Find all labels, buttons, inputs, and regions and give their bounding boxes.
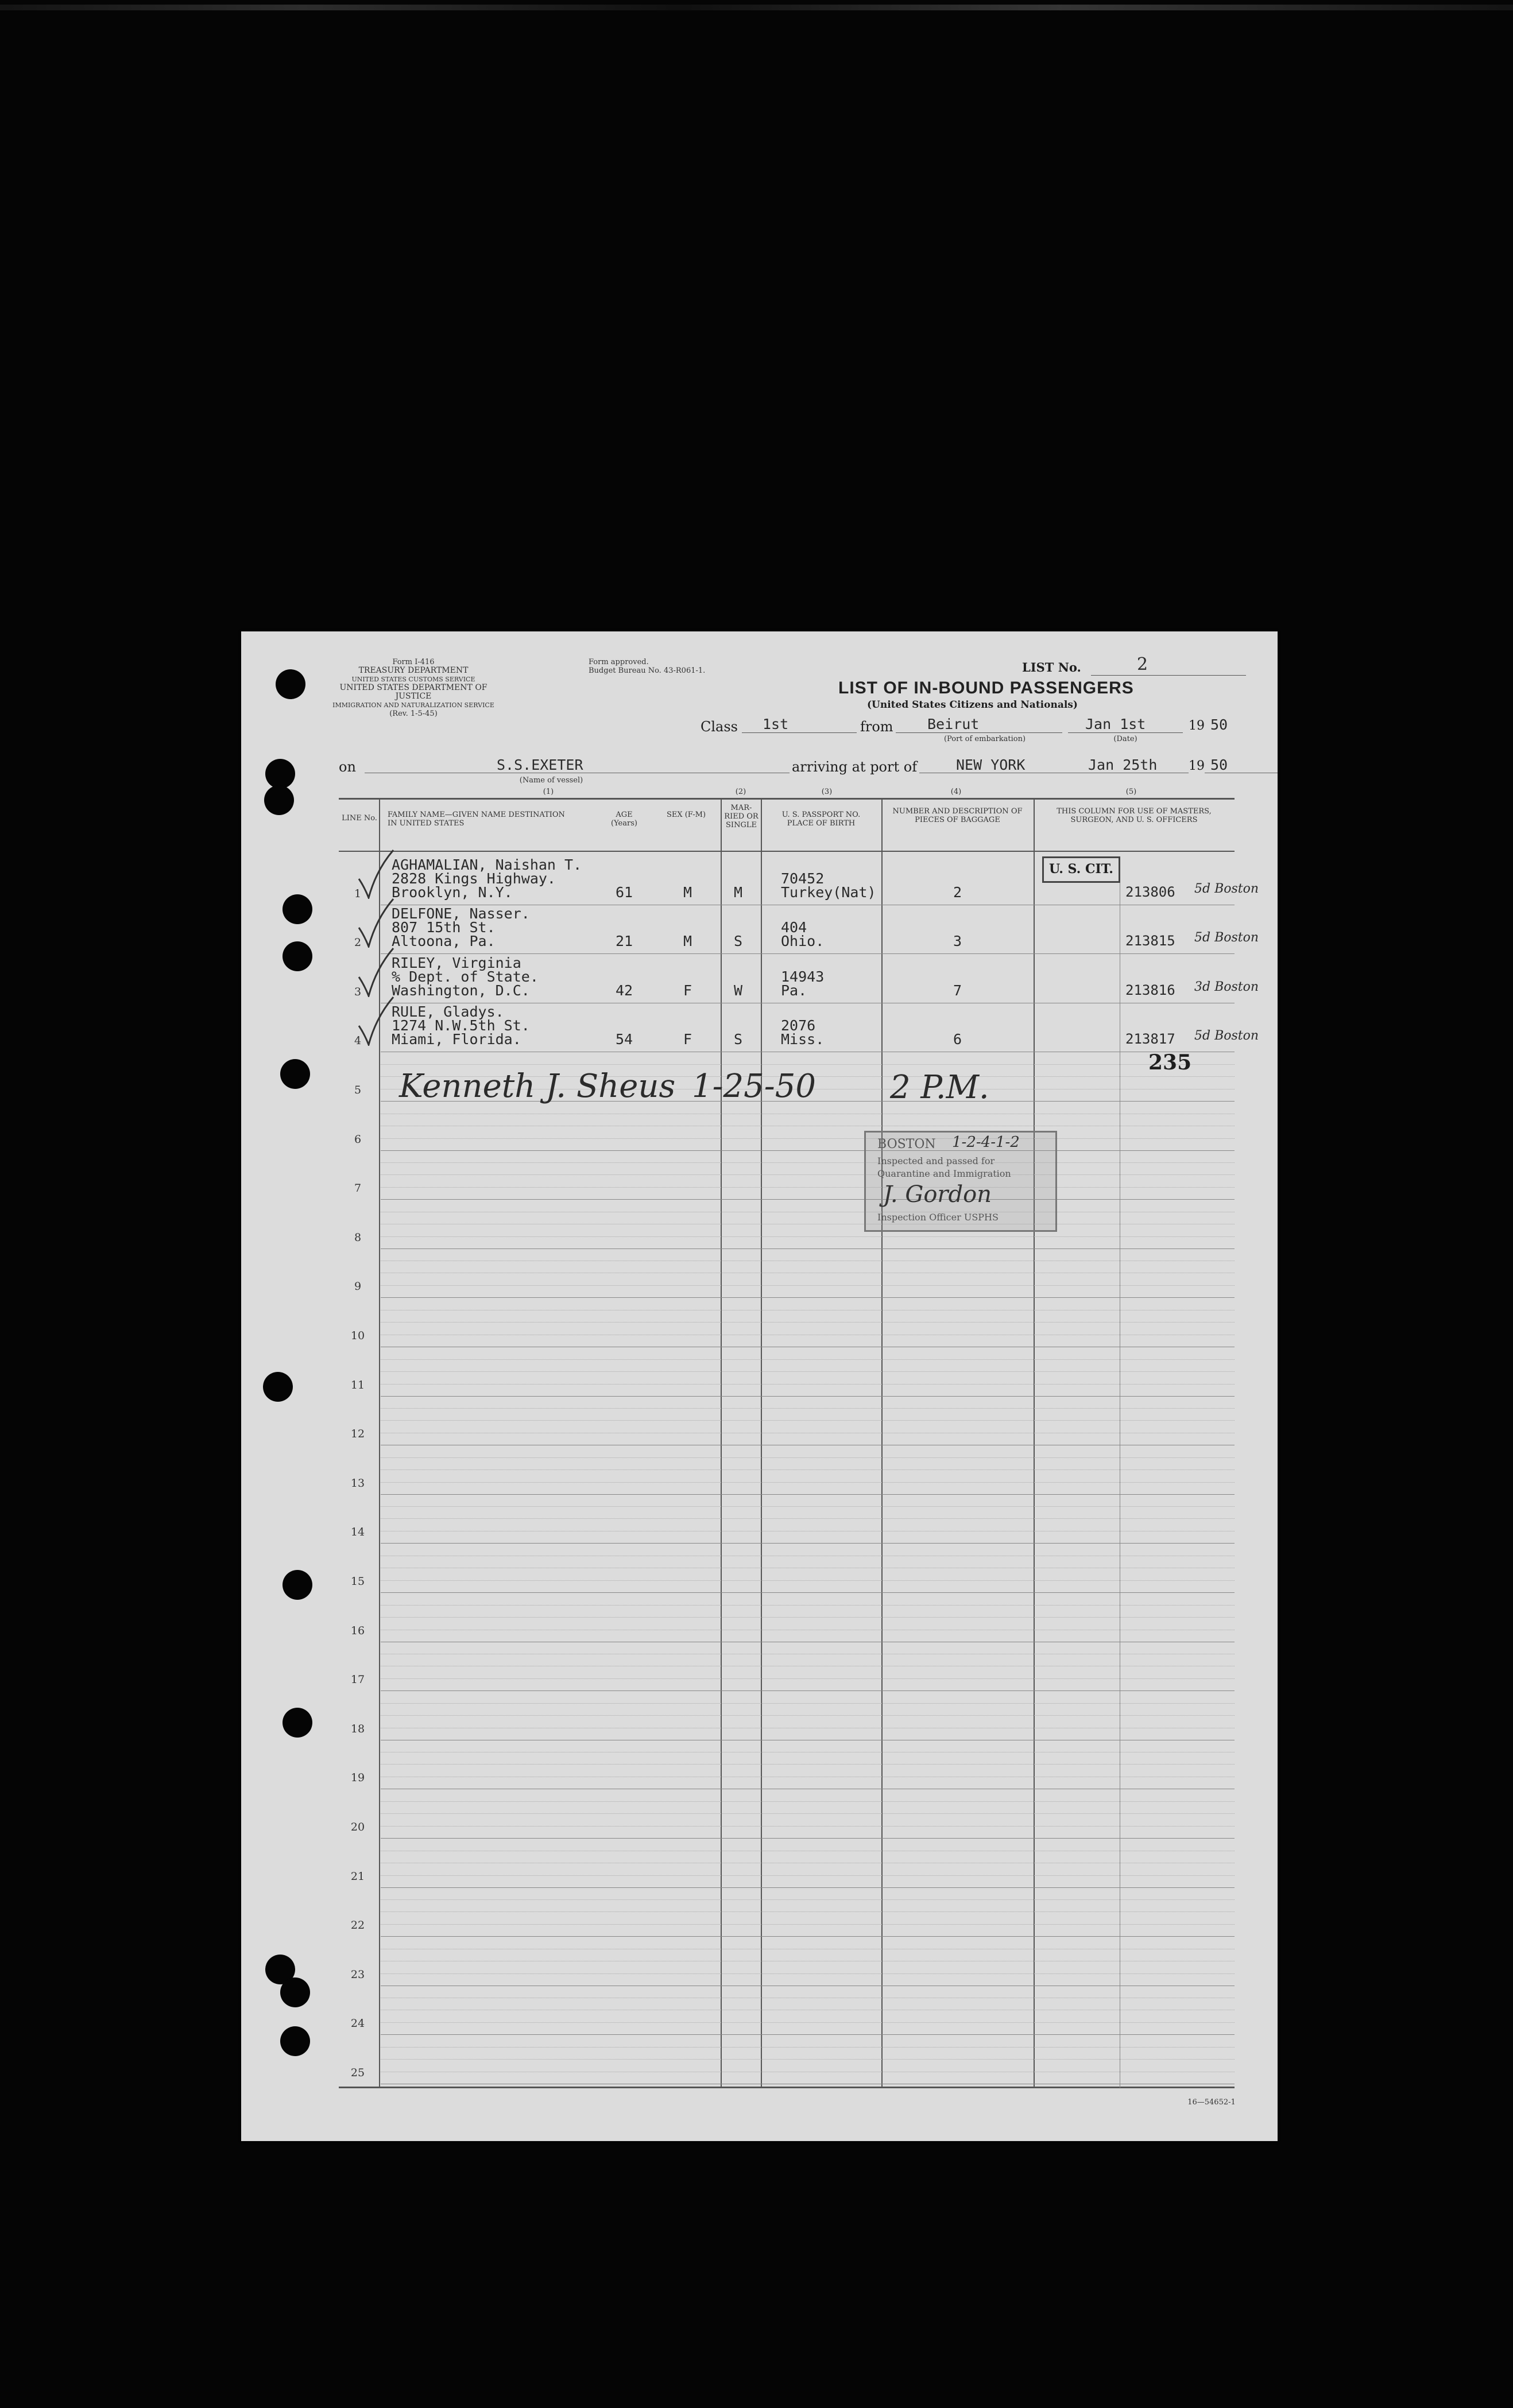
stamp-line-2: Inspected and passed for: [877, 1155, 995, 1166]
passenger-name: RULE, Gladys.: [392, 1003, 504, 1020]
row-dotted-guide: [381, 1813, 1235, 1814]
row-dotted-guide: [381, 1764, 1235, 1765]
col-header-married: MAR-RIED OR SINGLE: [724, 804, 759, 829]
row-dotted-guide: [381, 1285, 1235, 1286]
baggage-count: 6: [953, 1031, 962, 1048]
row-dotted-guide: [381, 1899, 1235, 1900]
passenger-age: 42: [616, 982, 633, 999]
col-header-officers: THIS COLUMN FOR USE OF MASTERS, SURGEON, AND U. S. OFFICERS: [1057, 807, 1212, 824]
line-number: 3: [354, 986, 362, 998]
col-divider: [881, 798, 883, 2088]
line-number: 12: [350, 1428, 365, 1440]
col-header-age: AGE (Years): [611, 811, 637, 828]
revision: (Rev. 1-5-45): [389, 709, 438, 718]
passenger-list-form: [241, 631, 1278, 2141]
baggage-count: 2: [953, 884, 962, 901]
port-of-arrival: NEW YORK: [956, 757, 1026, 773]
passenger-age: 54: [616, 1031, 633, 1048]
punch-hole: [283, 1708, 312, 1738]
row-rule: [381, 1592, 1235, 1593]
baggage-count: 3: [953, 933, 962, 949]
passenger-age: 21: [616, 933, 633, 949]
table-header-bottom: [339, 851, 1235, 852]
passenger-age: 61: [616, 884, 633, 901]
row-dotted-guide: [381, 1518, 1235, 1519]
line-number: 20: [350, 1821, 365, 1833]
place-of-birth: Turkey(Nat): [781, 884, 876, 901]
passenger-marital: M: [734, 884, 743, 901]
row-dotted-guide: [381, 2059, 1235, 2060]
passenger-sex: F: [683, 982, 692, 999]
line-number: 8: [354, 1231, 362, 1244]
place-of-birth: Ohio.: [781, 933, 825, 949]
col-num-2: (2): [735, 788, 746, 796]
col-header-sex: SEX (F-M): [666, 811, 706, 819]
row-dotted-guide: [381, 1162, 1235, 1163]
row-rule: [381, 1297, 1235, 1298]
punch-hole: [283, 941, 312, 971]
punch-hole: [280, 1977, 310, 2007]
passport-number: 2076: [781, 1017, 816, 1034]
row-dotted-guide: [381, 1580, 1235, 1581]
row-rule: [381, 1936, 1235, 1937]
arrival-date: Jan 25th: [1088, 757, 1158, 773]
class-value: 1st: [763, 716, 789, 732]
passenger-destination: Miami, Florida.: [392, 1031, 521, 1048]
row-rule: [381, 1248, 1235, 1249]
row-rule: [381, 1199, 1235, 1200]
line-number: 2: [354, 936, 362, 949]
punch-hole: [263, 1372, 293, 1402]
embark-year: 50: [1210, 716, 1228, 733]
row-dotted-guide: [381, 1408, 1235, 1409]
col-num-3: (3): [821, 788, 833, 796]
punch-hole: [280, 2026, 310, 2056]
passenger-marital: S: [734, 1031, 743, 1048]
port-of-embarkation: Beirut: [927, 716, 980, 732]
row-rule: [381, 1543, 1235, 1544]
row-dotted-guide: [381, 1826, 1235, 1827]
place-of-birth: Pa.: [781, 982, 807, 999]
officer-number: 213806: [1125, 884, 1175, 900]
officer-note: 5d Boston: [1194, 882, 1259, 896]
passport-number: 404: [781, 919, 807, 936]
baggage-count: 7: [953, 982, 962, 999]
form-number: Form I-416: [392, 658, 435, 666]
year-prefix-1: 19: [1189, 719, 1205, 733]
col-num-1: (1): [543, 788, 554, 796]
check-mark-icon: [356, 994, 396, 1046]
col-num-4: (4): [950, 788, 962, 796]
embark-rule: [896, 732, 1062, 733]
col-header-passport: U. S. PASSPORT NO. PLACE OF BIRTH: [781, 811, 861, 828]
col-num-5: (5): [1125, 788, 1137, 796]
list-no-label: LIST No.: [1022, 660, 1081, 674]
row-rule: [381, 1690, 1235, 1691]
passenger-marital: W: [734, 982, 743, 999]
col-divider: [1034, 798, 1035, 2088]
budget-bureau: Budget Bureau No. 43-R061-1.: [589, 666, 706, 675]
list-no-rule: [1091, 675, 1246, 676]
us-cit-stamp: U. S. CIT.: [1042, 856, 1120, 883]
class-rule: [742, 732, 857, 733]
date-rule: [1068, 732, 1183, 733]
inspector-signature: Kenneth J. Sheus: [399, 1068, 676, 1105]
passenger-destination: Brooklyn, N.Y.: [392, 884, 513, 901]
row-rule: [381, 2034, 1235, 2035]
line-number: 17: [350, 1673, 365, 1686]
treasury-dept: TREASURY DEPARTMENT: [358, 666, 469, 675]
row-rule: [381, 1887, 1235, 1888]
ins-service: IMMIGRATION AND NATURALIZATION SERVICE: [332, 701, 494, 709]
embark-date: Jan 1st: [1085, 716, 1146, 732]
line-number: 14: [350, 1526, 365, 1538]
justice-dept: UNITED STATES DEPARTMENT OF JUSTICE: [339, 683, 487, 701]
line-number: 23: [350, 1968, 365, 1981]
line-number: 24: [350, 2017, 365, 2030]
row-rule: [381, 1494, 1235, 1495]
line-number: 16: [350, 1624, 365, 1637]
punch-hole: [280, 1059, 310, 1089]
stamp-signature: J. Gordon: [883, 1181, 992, 1208]
row-rule: [381, 1396, 1235, 1397]
officer-note: 5d Boston: [1194, 930, 1259, 945]
passenger-sex: F: [683, 1031, 692, 1048]
table-top-border: [339, 798, 1235, 800]
embark-caption: (Port of embarkation): [943, 735, 1026, 743]
passenger-address: 2828 Kings Highway.: [392, 870, 556, 887]
arrival-year: 50: [1210, 757, 1228, 773]
row-dotted-guide: [381, 1457, 1235, 1458]
row-dotted-guide: [381, 1469, 1235, 1470]
officer-note: 3d Boston: [1194, 980, 1259, 994]
row-dotted-guide: [381, 1384, 1235, 1385]
footer-code: 16—54652-1: [1187, 2098, 1236, 2107]
stamp-date: 1-2-4-1-2: [952, 1134, 1020, 1151]
form-approved: Form approved.: [589, 658, 649, 666]
row-rule: [381, 1150, 1235, 1151]
officer-number: 213815: [1125, 933, 1175, 949]
line-number: 22: [350, 1919, 365, 1932]
row-dotted-guide: [381, 1875, 1235, 1876]
vessel-name: S.S.EXETER: [497, 757, 583, 773]
passport-number: 70452: [781, 870, 825, 887]
row-dotted-guide: [381, 2022, 1235, 2023]
passport-number: 14943: [781, 968, 825, 985]
year-prefix-2: 19: [1189, 759, 1205, 773]
row-dotted-guide: [381, 1617, 1235, 1618]
date-caption: (Date): [1113, 735, 1137, 743]
passenger-marital: S: [734, 933, 743, 949]
row-dotted-guide: [381, 1420, 1235, 1421]
officer-note: 5d Boston: [1194, 1029, 1259, 1043]
passenger-address: 1274 N.W.5th St.: [392, 1017, 530, 1034]
form-subtitle: (United States Citizens and Nationals): [867, 699, 1078, 711]
signature-date: 1-25-50: [692, 1068, 816, 1105]
row-dotted-guide: [381, 1924, 1235, 1925]
line-number: 9: [354, 1280, 362, 1293]
row-dotted-guide: [381, 1359, 1235, 1360]
on-label: on: [339, 759, 356, 775]
form-title: LIST OF IN-BOUND PASSENGERS: [838, 678, 1134, 697]
line-number: 19: [350, 1771, 365, 1784]
punch-hole: [265, 759, 295, 789]
from-label: from: [860, 719, 893, 735]
stamp-line-4: Inspection Officer USPHS: [877, 1212, 999, 1223]
col-header-name: FAMILY NAME—GIVEN NAME DESTINATION IN UNITED STATES: [388, 811, 565, 828]
line-number: 15: [350, 1575, 365, 1588]
row-rule: [381, 953, 1235, 954]
class-label: Class: [701, 719, 738, 735]
check-mark-icon: [356, 896, 396, 948]
row-dotted-guide: [381, 1187, 1235, 1188]
line-number: 13: [350, 1477, 365, 1490]
row-dotted-guide: [381, 1506, 1235, 1507]
passenger-name: AGHAMALIAN, Naishan T.: [392, 856, 582, 873]
line-number: 18: [350, 1723, 365, 1735]
row-dotted-guide: [381, 1605, 1235, 1606]
signature-time: 2 P.M.: [890, 1069, 989, 1106]
line-number: 1: [354, 887, 362, 900]
table-bottom-border: [339, 2087, 1235, 2088]
scan-edge-stripe: [0, 5, 1513, 10]
passenger-name: DELFONE, Nasser.: [392, 905, 530, 922]
line-number: 11: [350, 1379, 365, 1391]
passenger-destination: Washington, D.C.: [392, 982, 530, 999]
punch-hole: [283, 1570, 312, 1600]
row-dotted-guide: [381, 1174, 1235, 1175]
stamp-line-3: Quarantine and Immigration: [877, 1168, 1011, 1179]
line-number: 10: [350, 1329, 365, 1342]
row-dotted-guide: [381, 1482, 1235, 1483]
row-dotted-guide: [381, 1715, 1235, 1716]
line-number: 5: [354, 1084, 362, 1096]
row-dotted-guide: [381, 2047, 1235, 2048]
row-dotted-guide: [381, 1911, 1235, 1912]
col-header-baggage: NUMBER AND DESCRIPTION OF PIECES OF BAGGAGE: [892, 807, 1023, 824]
passenger-address: % Dept. of State.: [392, 968, 539, 985]
line-number: 6: [354, 1133, 362, 1146]
punch-hole: [264, 785, 294, 815]
total-count: 235: [1148, 1050, 1192, 1075]
arriving-label: arriving at port of: [790, 759, 919, 775]
stamp-port: BOSTON: [877, 1137, 936, 1151]
row-dotted-guide: [381, 1371, 1235, 1372]
passenger-sex: M: [683, 884, 692, 901]
row-dotted-guide: [381, 1322, 1235, 1323]
line-number: 25: [350, 2066, 365, 2079]
line-number: 7: [354, 1182, 362, 1195]
punch-hole: [283, 894, 312, 924]
passenger-address: 807 15th St.: [392, 919, 496, 936]
passenger-sex: M: [683, 933, 692, 949]
row-dotted-guide: [381, 1678, 1235, 1679]
row-rule: [381, 1838, 1235, 1839]
row-dotted-guide: [381, 1801, 1235, 1802]
row-dotted-guide: [381, 1236, 1235, 1237]
row-dotted-guide: [381, 1703, 1235, 1704]
approval-block: [589, 658, 738, 675]
place-of-birth: Miss.: [781, 1031, 825, 1048]
list-no-value: 2: [1137, 654, 1148, 674]
punch-hole: [276, 669, 305, 699]
passenger-name: RILEY, Virginia: [392, 955, 521, 971]
inspection-stamp: [864, 1131, 1057, 1232]
passenger-destination: Altoona, Pa.: [392, 933, 496, 949]
vessel-caption: (Name of vessel): [519, 776, 583, 785]
row-dotted-guide: [381, 1064, 1235, 1065]
line-number: 21: [350, 1870, 365, 1883]
col-divider: [721, 798, 722, 2088]
check-mark-icon: [356, 945, 396, 997]
row-dotted-guide: [381, 1973, 1235, 1974]
line-number: 4: [354, 1034, 362, 1047]
agency-header: [322, 658, 505, 718]
officer-number: 213817: [1125, 1031, 1175, 1047]
row-dotted-guide: [381, 1138, 1235, 1139]
customs-service: UNITED STATES CUSTOMS SERVICE: [351, 676, 475, 683]
officer-number: 213816: [1125, 982, 1175, 998]
check-mark-icon: [356, 847, 396, 899]
col-divider: [761, 798, 762, 2088]
col-header-line: LINE No.: [342, 814, 377, 823]
